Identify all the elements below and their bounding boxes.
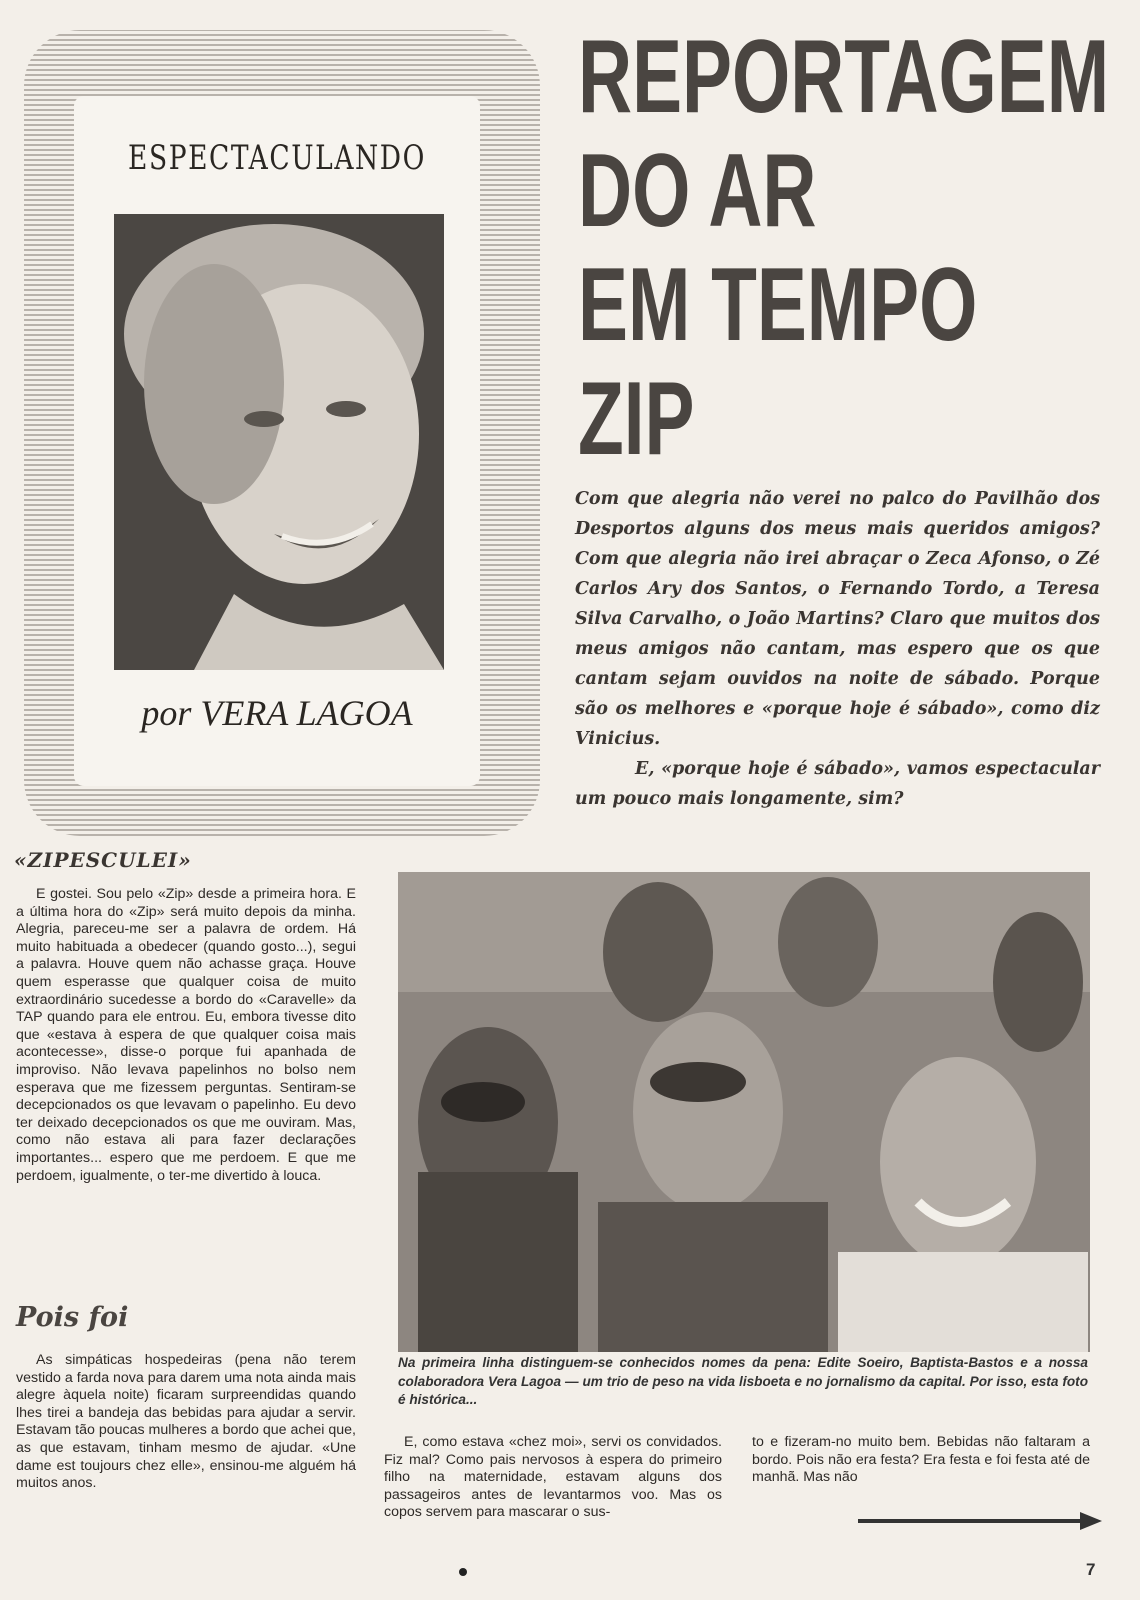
headline-line: EM TEMPO xyxy=(578,247,978,363)
article-paragraph: E, como estava «chez moi», servi os convidados. Fiz mal? Como pais nervosos à espera do primeiro filho na maternidade, estavam alguns dos passageiros antes de levantarmos voo. Mas os copos servem para mascarar o sus- xyxy=(384,1434,722,1521)
article-paragraph: As simpáticas hospedeiras (pena não terem vestido a farda nova para darem uma nota ainda mais alegre àquela noite) ficaram surpreendidas quando lhes tirei a bandeja das bebidas para ajudar a servir. Estavam tão poucas mulheres a bordo que achei que, as que estavam, tinham mesmo de ajudar. «Une dame est toujours chez elle», ensinou-me alguém há muitos anos. xyxy=(16,1352,356,1492)
continue-arrow-icon xyxy=(858,1512,1102,1530)
column-header-box xyxy=(74,96,480,786)
author-portrait xyxy=(114,214,444,670)
section-title: «ZIPESCULEI» xyxy=(14,848,192,872)
article-column-1 xyxy=(16,886,356,1185)
group-photo xyxy=(398,872,1090,1352)
article-paragraph: to e fizeram-no muito bem. Bebidas não faltaram a bordo. Pois não era festa? Era festa e foi festa até de manhã. Mas não xyxy=(752,1434,1090,1486)
article-column-3 xyxy=(752,1434,1090,1487)
author-byline: por VERA LAGOA xyxy=(141,693,413,733)
article-column-2 xyxy=(384,1434,722,1522)
column-frame xyxy=(24,30,540,836)
headline-line: DO AR xyxy=(578,133,817,249)
page-dot xyxy=(459,1568,467,1576)
subhead: Pois foi xyxy=(16,1302,129,1333)
headline xyxy=(578,19,1110,477)
intro-text: E, «porque hoje é sábado», vamos espectacular um pouco mais longamente, sim? xyxy=(575,759,1100,809)
page-number: 7 xyxy=(1086,1560,1096,1579)
intro-paragraph xyxy=(575,484,1100,814)
column-kicker: ESPECTACULANDO xyxy=(128,138,426,178)
headline-line: REPORTAGEM xyxy=(578,19,1110,135)
article-paragraph: E gostei. Sou pelo «Zip» desde a primeira hora. E a última hora do «Zip» será muito depois da minha. Alegria, pareceu-me ser a palavra de ordem. Há muito habituada a obedecer (quando gosto...), segui a palavra. Houve quem não achasse graça. Houve quem esperasse que qualquer coisa de muito extraordinário sucedesse a bordo do «Caravelle» da TAP quando para ele entrou. Eu, embora tivesse dito que «estava à espera de que qualquer coisa mais acontecesse», disse-o porque fui apanhada de improviso. Não levava papelinhos no bolso nem esperava que me fizessem perguntas. Sentiram-se decepcionados os que levavam o papelinho. Eu devo ter deixado decepcionados os que me ouviram. Mas, como não estava ali para fazer declarações importantes... espero que me perdoem. E que me perdoem, igualmente, o ter-me divertido à louca. xyxy=(16,886,356,1184)
article-column-1b xyxy=(16,1352,356,1493)
headline-line: ZIP xyxy=(578,361,695,477)
intro-text: Com que alegria não verei no palco do Pavilhão dos Desportos alguns dos meus mais queridos amigos? Com que alegria não irei abraçar o Zeca Afonso, o Zé Carlos Ary dos Santos, o Fernando Tordo, a Teresa Silva Carvalho, o João Martins? Claro que muitos dos meus amigos não cantam, mas espero que os que cantam sejam ouvidos na noite de sábado. Porque são os melhores e «porque hoje é sábado», como diz Vinicius. xyxy=(575,489,1100,749)
photo-caption: Na primeira linha distinguem-se conhecidos nomes da pena: Edite Soeiro, Baptista-Bastos e a nossa colaboradora Vera Lagoa — um trio de peso na vida lisboeta e no jornalismo da capital. Por isso, esta foto é histórica... xyxy=(398,1355,1088,1407)
